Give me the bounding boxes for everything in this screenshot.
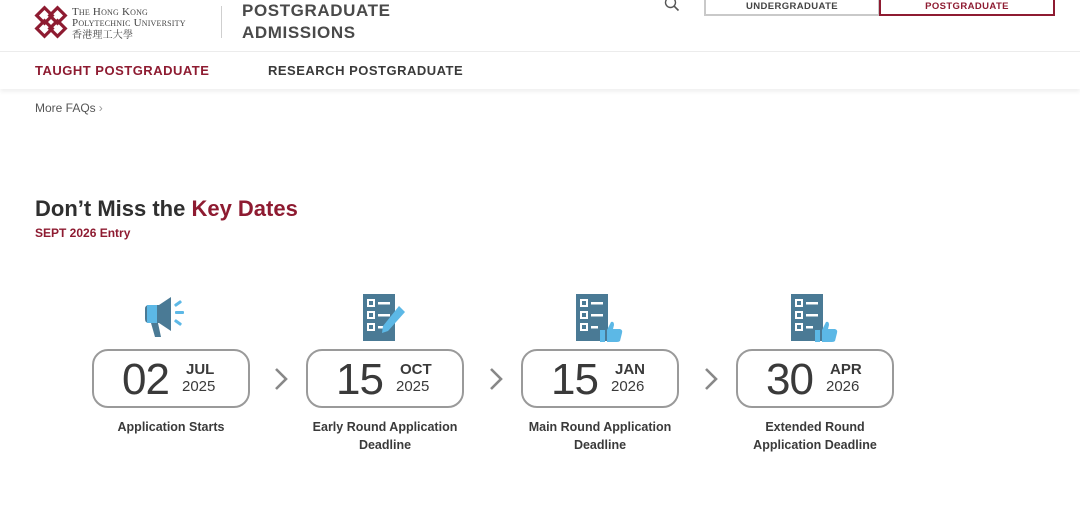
header-divider bbox=[221, 6, 222, 38]
more-faqs-label: More FAQs bbox=[35, 101, 96, 115]
section-title-accent: Key Dates bbox=[191, 196, 298, 221]
university-name bbox=[72, 7, 186, 41]
date-pill bbox=[92, 349, 250, 408]
date-month: JUL bbox=[186, 361, 215, 378]
university-name-line1: The Hong Kong bbox=[72, 6, 149, 18]
polyu-logo-icon[interactable] bbox=[34, 5, 68, 39]
page-title[interactable] bbox=[242, 0, 391, 44]
checklist-pencil-icon bbox=[355, 292, 411, 344]
page-title-line1: POSTGRADUATE bbox=[242, 1, 391, 20]
chevron-right-icon bbox=[488, 366, 504, 392]
date-pill bbox=[521, 349, 679, 408]
date-pill bbox=[306, 349, 464, 408]
step-label: Extended Round Application Deadline bbox=[753, 420, 877, 452]
checklist-thumbs-up-icon bbox=[785, 292, 841, 344]
date-month: APR bbox=[830, 361, 862, 378]
page-title-line2: ADMISSIONS bbox=[242, 23, 356, 42]
university-name-line2: Polytechnic University bbox=[72, 17, 186, 29]
step-label: Early Round Application Deadline bbox=[312, 420, 458, 452]
section-subtitle: SEPT 2026 Entry bbox=[35, 226, 131, 240]
date-day: 15 bbox=[336, 355, 383, 404]
date-year: 2026 bbox=[826, 378, 860, 395]
site-header bbox=[0, 0, 1080, 52]
more-faqs-link[interactable] bbox=[35, 101, 103, 115]
date-year: 2026 bbox=[611, 378, 645, 395]
chevron-right-icon bbox=[703, 366, 719, 392]
date-pill bbox=[736, 349, 894, 408]
date-month: JAN bbox=[615, 361, 646, 378]
chevron-right-icon bbox=[273, 366, 289, 392]
megaphone-icon bbox=[141, 292, 197, 344]
date-year: 2025 bbox=[182, 378, 216, 395]
chevron-right-icon: › bbox=[98, 101, 103, 115]
date-day: 02 bbox=[122, 355, 169, 404]
nav-research-postgraduate[interactable]: RESEARCH POSTGRADUATE bbox=[268, 63, 464, 78]
step-label: Main Round Application Deadline bbox=[528, 420, 672, 452]
date-day: 30 bbox=[766, 355, 813, 404]
university-name-zh: 香港理工大學 bbox=[72, 30, 134, 41]
step-label: Application Starts bbox=[117, 420, 225, 434]
checklist-thumbs-up-icon bbox=[570, 292, 626, 344]
postgraduate-button[interactable]: POSTGRADUATE bbox=[879, 0, 1055, 16]
main-nav bbox=[0, 51, 1080, 89]
nav-taught-postgraduate[interactable]: TAUGHT POSTGRADUATE bbox=[35, 63, 210, 78]
search-icon[interactable] bbox=[664, 0, 680, 12]
undergraduate-button[interactable]: UNDERGRADUATE bbox=[704, 0, 880, 16]
date-month: OCT bbox=[400, 361, 432, 378]
date-day: 15 bbox=[551, 355, 598, 404]
section-title bbox=[35, 196, 298, 222]
date-year: 2025 bbox=[396, 378, 430, 395]
section-title-prefix: Don’t Miss the bbox=[35, 196, 192, 221]
